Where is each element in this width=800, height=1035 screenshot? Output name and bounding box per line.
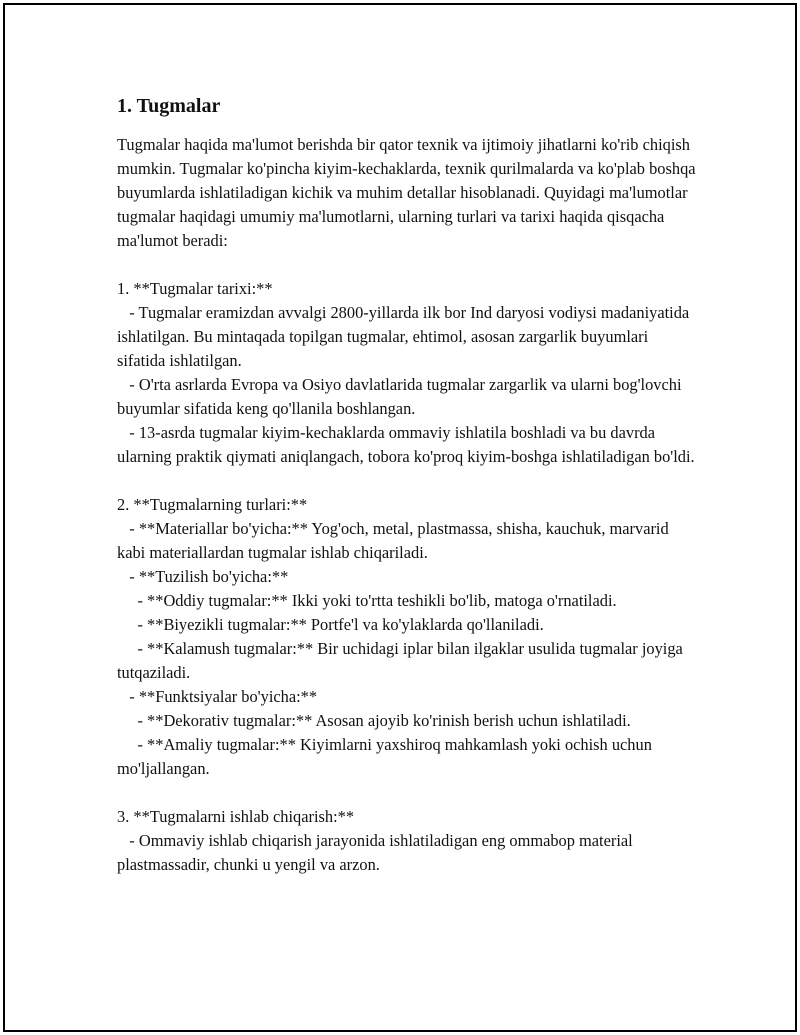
document-title: 1. Tugmalar — [117, 95, 221, 117]
section-types: 2. **Tugmalarning turlari:** - **Materiallar bo'yicha:** Yog'och, metal, plastmassa, shisha, kauchuk, marvarid kabi materiallardan tugmalar ishlab chiqariladi. - **Tuzilish bo'yicha:** - **Oddiy tugmalar:** Ikki yoki to'rtta teshikli bo'lib, matoga o'rnatiladi. - **Biyezikli tugmalar:** Portfe'l va ko'ylaklarda qo'llaniladi. - **Kalamush tugmalar:** Bir uchidagi iplar bilan ilgaklar usulida tugmalar joyiga tutqaziladi. - **Funktsiyalar bo'yicha:** - **Dekorativ tugmalar:** Asosan ajoyib ko'rinish berish uchun ishlatiladi. - **Amaliy tugmalar:** Kiyimlarni yaxshiroq mahkamlash yoki ochish uchun mo'ljallangan. — [117, 495, 683, 778]
paragraph-gap — [117, 253, 697, 277]
paragraph-gap — [117, 469, 697, 493]
intro-paragraph: Tugmalar haqida ma'lumot berishda bir qator texnik va ijtimoiy jihatlarni ko'rib chiqish mumkin. Tugmalar ko'pincha kiyim-kechaklarda, texnik qurilmalarda va ko'plab boshqa buyumlarda ishlatiladigan kichik va muhim detallar hisoblanadi. Quyidagi ma'lumotlar tugmalar haqidagi umumiy ma'lumotlarni, ularning turlari va tarixi haqida qisqacha ma'lumot beradi: — [117, 135, 700, 250]
document-body — [117, 92, 700, 877]
section-history: 1. **Tugmalar tarixi:** - Tugmalar eramizdan avvalgi 2800-yillarda ilk bor Ind daryosi vodiysi madaniyatida ishlatilgan. Bu mintaqada topilgan tugmalar, ehtimol, asosan zargarlik buyumlari sifatida ishlatilgan. - O'rta asrlarda Evropa va Osiyo davlatlarida tugmalar zargarlik va ularni bog'lovchi buyumlar sifatida keng qo'llanila boshlangan. - 13-asrda tugmalar kiyim-kechaklarda ommaviy ishlatila boshladi va bu davrda ularning praktik qiymati aniqlangach, tobora ko'proq kiyim-boshga ishlatiladigan bo'ldi. — [117, 279, 695, 466]
paragraph-gap — [117, 781, 697, 805]
section-production: 3. **Tugmalarni ishlab chiqarish:** - Ommaviy ishlab chiqarish jarayonida ishlatiladigan eng ommabop material plastmassadir, chunki u yengil va arzon. — [117, 807, 633, 874]
